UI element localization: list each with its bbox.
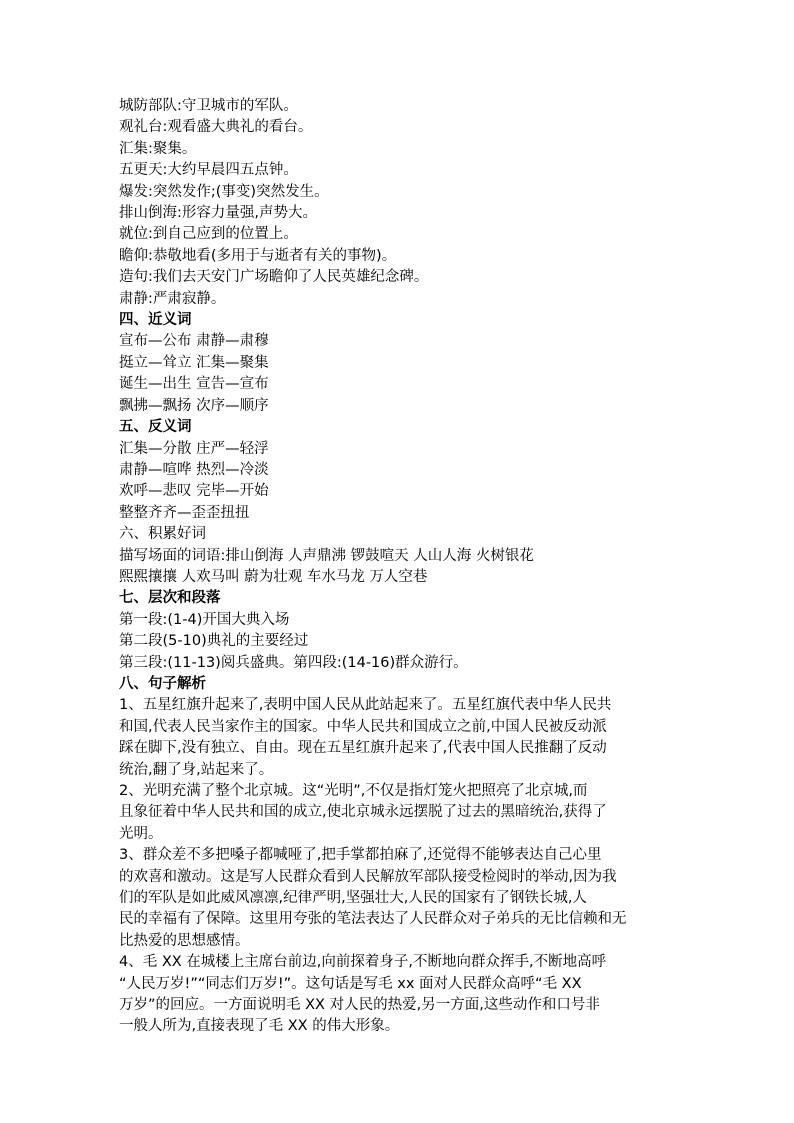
section-good-words: [119, 524, 679, 588]
word-pair-line: 欢呼—悲叹 完毕—开始: [119, 483, 269, 500]
analysis-line: 民的幸福有了保障。这里用夸张的笔法表达了人民群众对子弟兵的无比信赖和无: [119, 911, 627, 928]
section-synonyms: [119, 310, 679, 417]
word-pair-line: 肃静—喧哗 热烈—冷淡: [119, 461, 269, 478]
example-sentence: 造句:我们去天安门广场瞻仰了人民英雄纪念碑。: [119, 269, 429, 286]
definition-line: 就位:到自己应到的位置上。: [119, 226, 298, 243]
analysis-line: “人民万岁!”“同志们万岁!”。这句话是写毛 xx 面对人民群众高呼“毛 XX: [119, 975, 582, 992]
analysis-line: 2、光明充满了整个北京城。这“光明”,不仅是指灯笼火把照亮了北京城,而: [119, 783, 588, 799]
analysis-line: 统治,翻了身,站起来了。: [119, 761, 274, 778]
word-pair-line: 飘拂—飘扬 次序—顺序: [119, 397, 269, 414]
analysis-item: [119, 781, 679, 845]
definition-line: 瞻仰:恭敬地看(多用于与逝者有关的事物)。: [119, 247, 397, 264]
analysis-line: 且象征着中华人民共和国的成立,使北京城永远摆脱了过去的黑暗统治,获得了: [119, 804, 607, 821]
analysis-item: [119, 845, 679, 952]
analysis-item: [119, 695, 679, 781]
analysis-line: 光明。: [119, 825, 163, 842]
definition-line: 爆发:突然发作;(事变)突然发生。: [119, 183, 329, 200]
analysis-line: 和国,代表人民当家作主的国家。中华人民共和国成立之前,中国人民被反动派: [119, 718, 607, 735]
section-heading: 四、近义词: [119, 312, 192, 329]
analysis-line: 一般人所为,直接表现了毛 XX 的伟大形象。: [119, 1018, 400, 1035]
section-structure: [119, 588, 679, 674]
definitions-list: [119, 96, 679, 310]
analysis-line: 的欢喜和激动。这是写人民群众看到人民解放军部队接受检阅时的举动,因为我: [119, 868, 617, 885]
analysis-line: 们的军队是如此威风凛凛,纪律严明,坚强壮大,人民的国家有了钢铁长城,人: [119, 890, 587, 907]
analysis-item: [119, 952, 679, 1038]
structure-line: 第二段(5-10)典礼的主要经过: [119, 633, 309, 650]
definition-line: 肃静:严肃寂静。: [119, 290, 226, 307]
structure-line: 第一段:(1-4)开国大典入场: [119, 611, 290, 628]
definition-line: 观礼台:观看盛大典礼的看台。: [119, 119, 313, 136]
definition-line: 城防部队:守卫城市的军队。: [119, 98, 298, 114]
section-heading: 六、积累好词: [119, 526, 206, 543]
word-list-line: 描写场面的词语:排山倒海 人声鼎沸 锣鼓喧天 人山人海 火树银花: [119, 547, 534, 564]
section-heading: 七、层次和段落: [119, 590, 221, 607]
analysis-line: 3、群众差不多把嗓子都喊哑了,把手掌都拍麻了,还觉得不能够表达自己心里: [119, 847, 602, 864]
analysis-line: 比热爱的思想感情。: [119, 932, 250, 949]
structure-line: 第三段:(11-13)阅兵盛典。第四段:(14-16)群众游行。: [119, 654, 468, 671]
document-page: [119, 96, 679, 1038]
word-pair-line: 汇集—分散 庄严—轻浮: [119, 440, 269, 457]
section-antonyms: [119, 417, 679, 524]
word-pair-line: 整整齐齐—歪歪扭扭: [119, 504, 250, 521]
definition-line: 排山倒海:形容力量强,声势大。: [119, 205, 317, 222]
section-heading: 五、反义词: [119, 419, 192, 436]
word-list-line: 熙熙攘攘 人欢马叫 蔚为壮观 车水马龙 万人空巷: [119, 568, 428, 585]
analysis-line: 4、毛 XX 在城楼上主席台前边,向前探着身子,不断地向群众挥手,不断地高呼: [119, 954, 607, 971]
word-pair-line: 诞生—出生 宣告—宣布: [119, 376, 269, 393]
definition-line: 汇集:聚集。: [119, 140, 197, 157]
section-heading: 八、句子解析: [119, 675, 206, 692]
definition-line: 五更天:大约早晨四五点钟。: [119, 162, 298, 179]
analysis-line: 万岁”的回应。一方面说明毛 XX 对人民的热爱,另一方面,这些动作和口号非: [119, 997, 600, 1014]
word-pair-line: 宣布—公布 肃静—肃穆: [119, 333, 269, 350]
analysis-line: 踩在脚下,没有独立、自由。现在五星红旗升起来了,代表中国人民推翻了反动: [119, 740, 607, 757]
word-pair-line: 挺立—耸立 汇集—聚集: [119, 354, 269, 371]
section-sentence-analysis: [119, 674, 679, 1038]
analysis-line: 1、五星红旗升起来了,表明中国人民从此站起来了。五星红旗代表中华人民共: [119, 697, 612, 714]
